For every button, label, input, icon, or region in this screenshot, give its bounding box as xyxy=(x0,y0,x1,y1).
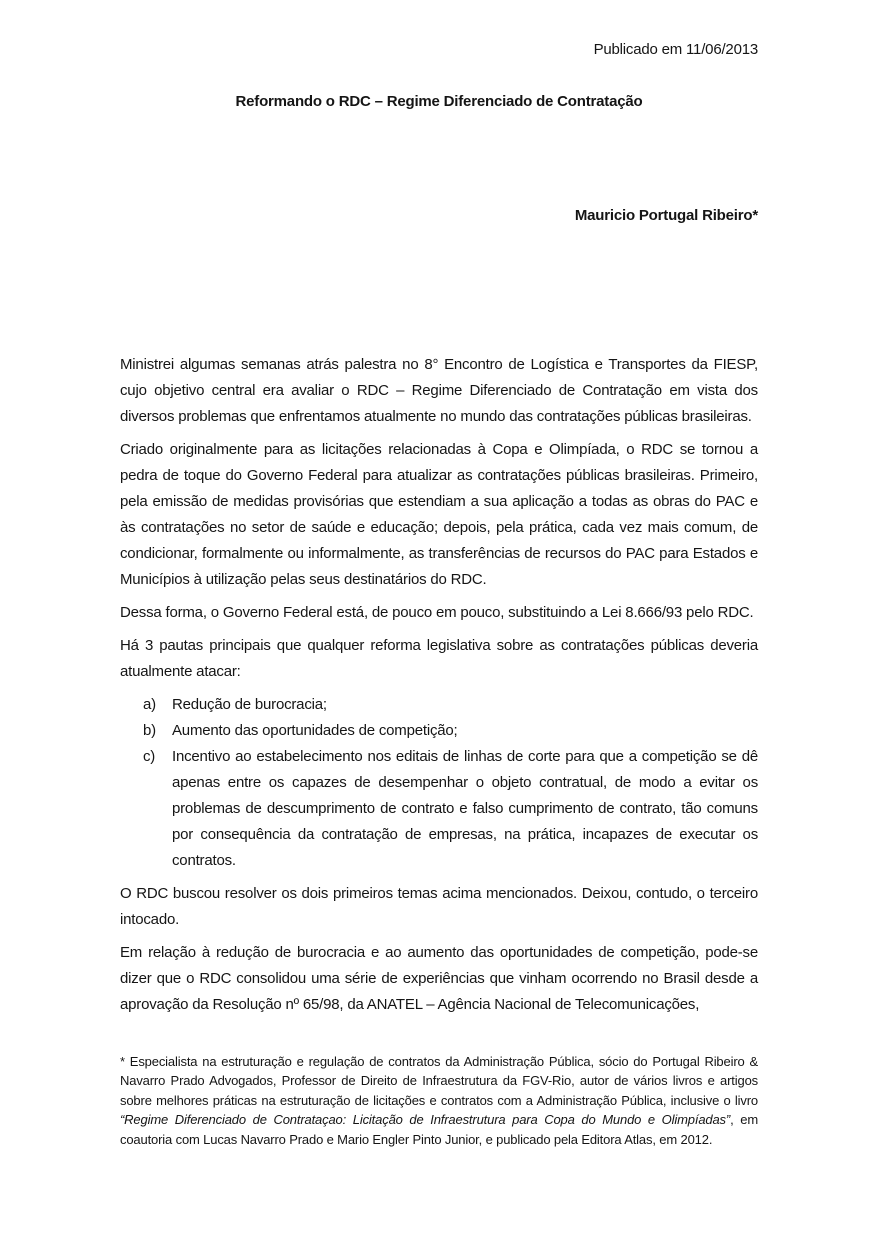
document-title: Reformando o RDC – Regime Diferenciado de Contratação xyxy=(235,93,643,110)
list-marker-c: c) xyxy=(143,748,156,765)
list-item-c xyxy=(120,744,758,874)
list-item-a-text: Redução de burocracia; xyxy=(172,696,327,713)
paragraph-origin: Criado originalmente para as licitações relacionadas à Copa e Olimpíada, o RDC se tornou a pedra de toque do Governo Federal para atualizar as contratações públicas brasileiras. Primeiro, pela emissão de medidas provisórias que estendiam a sua aplicação a todas as obras do PAC e às contratações no setor de saúde e educação; depois, pela prática, cada vez mais comum, de condicionar, formalmente ou informalmente, as transferências de recursos do PAC para Estados e Municípios à utilização pelas seus destinatários do RDC. xyxy=(120,441,758,588)
footnote-book-title: “Regime Diferenciado de Contrataçao: Licitação de Infraestrutura para Copa do Mundo e Olimpíadas” xyxy=(120,1112,731,1128)
list-item-c-text: Incentivo ao estabelecimento nos editais de linhas de corte para que a competição se dê apenas entre os capazes de desempenhar o objeto contratual, de modo a evitar os problemas de descumprimento de contrato e falso cumprimento de contrato, tão comuns por consequência da contratação de empresas, na prática, incapazes de executar os contratos. xyxy=(172,748,758,869)
footnote-text-before: * Especialista na estruturação e regulação de contratos da Administração Pública, sócio do Portugal Ribeiro & Navarro Prado Advogados, Professor de Direito de Infraestrutura da FGV-Rio, autor de vários livros e artigos sobre melhores práticas na estruturação de licitações e contratos com a Administração Pública, inclusive o livro xyxy=(120,1054,758,1108)
paragraph-burocracia: Em relação à redução de burocracia e ao aumento das oportunidades de competição, pode-se dizer que o RDC consolidou uma série de experiências que vinham ocorrendo no Brasil desde a aprovação da Resolução nº 65/98, da ANATEL – Agência Nacional de Telecomunicações, xyxy=(120,944,758,1013)
list-item-b-text: Aumento das oportunidades de competição; xyxy=(172,722,458,739)
published-date: Publicado em 11/06/2013 xyxy=(593,41,758,58)
footnote xyxy=(120,1052,758,1149)
footnote-text-after: , em coautoria com Lucas Navarro Prado e Mario Engler Pinto Junior, e publicado pela Editora Atlas, em 2012. xyxy=(120,1112,758,1147)
author-byline: Mauricio Portugal Ribeiro* xyxy=(574,207,758,224)
alpha-list xyxy=(120,692,758,874)
list-marker-b: b) xyxy=(143,722,156,739)
list-item-a xyxy=(120,692,758,718)
list-item-b xyxy=(120,718,758,744)
paragraph-intro: Ministrei algumas semanas atrás palestra no 8° Encontro de Logística e Transportes da FIESP, cujo objetivo central era avaliar o RDC – Regime Diferenciado de Contratação em vista dos diversos problemas que enfrentamos atualmente no mundo das contratações públicas brasileiras. xyxy=(120,356,758,425)
paragraph-substitution: Dessa forma, o Governo Federal está, de pouco em pouco, substituindo a Lei 8.666/93 pelo RDC. xyxy=(120,604,754,621)
document-body xyxy=(120,352,758,1025)
paragraph-rdc-result: O RDC buscou resolver os dois primeiros temas acima mencionados. Deixou, contudo, o terceiro intocado. xyxy=(120,885,758,928)
list-marker-a: a) xyxy=(143,696,156,713)
paragraph-list-lead-in: Há 3 pautas principais que qualquer reforma legislativa sobre as contratações públicas deveria atualmente atacar: xyxy=(120,637,758,680)
